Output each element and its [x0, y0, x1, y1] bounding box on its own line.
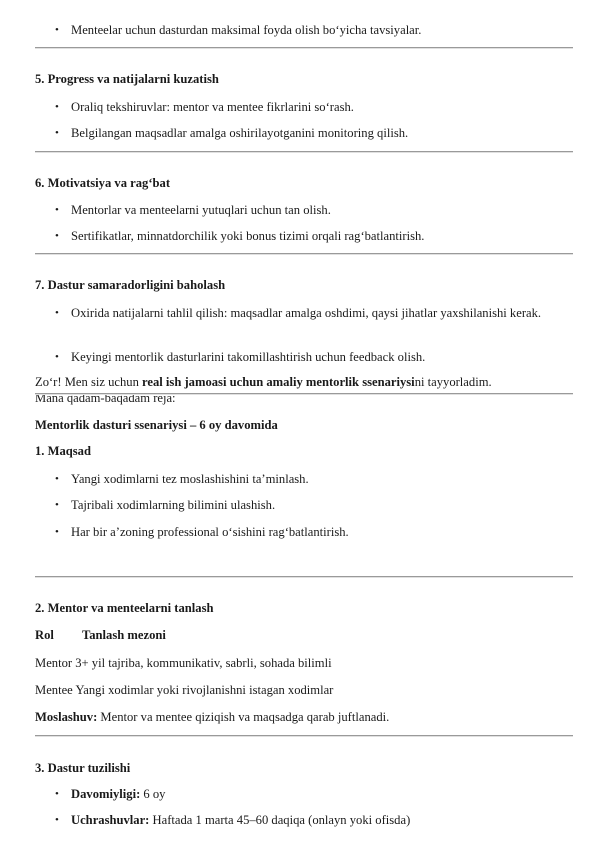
list-item-text: Tajribali xodimlarning bilimini ulashish. [71, 498, 276, 512]
section-heading: 2. Mentor va menteelarni tanlash [35, 601, 214, 615]
bullet-icon: • [55, 101, 59, 113]
intro-prefix: Zo‘r! Men siz uchun [35, 375, 143, 389]
divider [35, 576, 573, 578]
item-value: Haftada 1 marta 45–60 daqiqa (onlayn yoki ofisda) [149, 813, 411, 827]
section-heading: 3. Dastur tuzilishi [35, 761, 131, 775]
divider [35, 253, 573, 255]
list-item-text: Oraliq tekshiruvlar: mentor va mentee fikrlarini so‘rash. [71, 100, 354, 114]
list-item-text: Belgilangan maqsadlar amalga oshirilayotganini monitoring qilish. [71, 126, 409, 140]
list-item-text: Yangi xodimlarni tez moslashishini ta’minlash. [71, 472, 309, 486]
intro-line-2: Mana qadam-baqadam reja: [35, 391, 176, 405]
list-item-text [71, 786, 561, 802]
list-item-text: Oxirida natijalarni tahlil qilish: maqsadlar amalga oshdimi, qaysi jihatlar yaxshilanishi kerak. [71, 306, 542, 320]
list-item-text: Sertifikatlar, minnatdorchilik yoki bonus tizimi orqali rag‘batlantirish. [71, 229, 425, 243]
bullet-icon: • [55, 204, 59, 216]
table-header-criteria: Tanlash mezoni [82, 628, 166, 642]
bullet-icon: • [55, 499, 59, 511]
bullet-icon: • [55, 788, 59, 800]
list-item-text [71, 812, 561, 828]
bullet-icon: • [55, 351, 59, 363]
list-item-text: Keyingi mentorlik dasturlarini takomillashtirish uchun feedback olish. [71, 350, 426, 364]
list-item-text: Har bir a’zoning professional o‘sishini rag‘batlantirish. [71, 525, 349, 539]
section-heading: 7. Dastur samaradorligini baholash [35, 278, 226, 292]
table-header-role: Rol [35, 628, 54, 642]
bullet-icon: • [55, 814, 59, 826]
intro-bold: real ish jamoasi uchun amaliy mentorlik ssenariysi [142, 375, 415, 389]
section-heading: 5. Progress va natijalarni kuzatish [35, 72, 219, 86]
bullet-icon: • [55, 526, 59, 538]
item-value: 6 oy [140, 787, 166, 801]
divider [35, 151, 573, 153]
intro-suffix: ni tayyorladim. [414, 375, 492, 389]
table-row: Mentee Yangi xodimlar yoki rivojlanishni istagan xodimlar [35, 683, 334, 697]
scenario-title: Mentorlik dasturi ssenariysi – 6 oy davomida [35, 418, 278, 432]
section-heading: 1. Maqsad [35, 444, 91, 458]
item-label: Uchrashuvlar: [71, 813, 150, 827]
moslashuv-text: Mentor va mentee qiziqish va maqsadga qarab juftlanadi. [97, 710, 390, 724]
bullet-icon: • [55, 230, 59, 242]
divider [35, 393, 573, 395]
bullet-icon: • [55, 24, 59, 36]
divider [35, 47, 573, 49]
table-row: Mentor 3+ yil tajriba, kommunikativ, sabrli, sohada bilimli [35, 656, 332, 670]
section-heading: 6. Motivatsiya va rag‘bat [35, 176, 171, 190]
divider [35, 735, 573, 737]
bullet-icon: • [55, 473, 59, 485]
item-label: Davomiyligi: [71, 787, 141, 801]
bullet-icon: • [55, 307, 59, 319]
list-item-text: Mentorlar va menteelarni yutuqlari uchun tan olish. [71, 203, 331, 217]
list-item-text: Menteelar uchun dasturdan maksimal foyda olish bo‘yicha tavsiyalar. [71, 23, 422, 37]
intro-line [35, 374, 492, 390]
moslashuv-label: Moslashuv: [35, 710, 98, 724]
moslashuv-line [35, 709, 389, 725]
bullet-icon: • [55, 127, 59, 139]
